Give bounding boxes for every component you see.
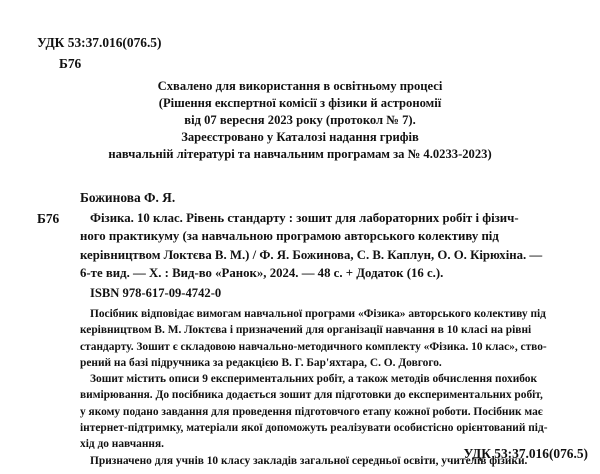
- approval-line-4: Зареєстровано у Каталозі надання грифів: [181, 130, 419, 144]
- annotation-line: стандарту. Зошит є складовою навчально-методичного комплекту «Фізика. 10 клас», ство-: [80, 340, 547, 353]
- annotation-line: інтернет-підтримку, матеріали якої допоможуть реалізувати особистісно орієнтований під-: [80, 422, 548, 435]
- bbk-code-top: Б76: [59, 56, 82, 71]
- entry-line: ного практикуму (за навчальною програмою авторського колективу під: [80, 229, 499, 244]
- annotation-line: хід до навчання.: [80, 438, 165, 451]
- udc-code-bottom: УДК 53:37.016(076.5): [463, 446, 588, 461]
- annotation-line: у якому подано завдання для проведення підготовчого етапу кожної роботи. Посібник має: [80, 405, 543, 418]
- annotation-text: [80, 306, 600, 469]
- annotation-line: Зошит містить описи 9 експериментальних робіт, а також методів обчислення похибок: [90, 373, 538, 386]
- approval-notice: [0, 78, 600, 163]
- entry-line: керівництвом Локтєва В. М.) / Ф. Я. Божинова, С. В. Каплун, О. О. Кірюхіна. —: [80, 247, 543, 262]
- annotation-line: Призначено для учнів 10 класу закладів загальної середньої освіти, учителів фізики.: [90, 454, 528, 467]
- udc-code-top: УДК 53:37.016(076.5): [37, 35, 162, 50]
- approval-line-2: (Рішення експертної комісії з фізики й астрономії: [158, 96, 442, 110]
- entry-line: Фізика. 10 клас. Рівень стандарту : зошит для лабораторних робіт і фізич-: [90, 211, 519, 225]
- isbn: ISBN 978-617-09-4742-0: [90, 286, 222, 300]
- approval-line-1: Схвалено для використання в освітньому процесі: [157, 79, 443, 93]
- annotation-line: рений на базі підручника за редакцією В. Г. Бар'яхтара, С. О. Довгого.: [80, 356, 442, 369]
- bibliographic-entry: [80, 209, 600, 283]
- entry-line: 6-те вид. — Х. : Вид-во «Ранок», 2024. — 48 с. + Додаток (16 с.).: [80, 266, 444, 281]
- annotation-line: вимірювання. До посібника додається зошит для підготовки до експериментальних робіт,: [80, 389, 543, 402]
- author-code: Б76: [37, 211, 60, 226]
- approval-line-3: від 07 вересня 2023 року (протокол № 7).: [184, 113, 416, 127]
- annotation-line: Посібник відповідає вимогам навчальної програми «Фізика» авторського колективу під: [90, 308, 546, 320]
- author-heading: Божинова Ф. Я.: [80, 190, 176, 205]
- annotation-line: керівництвом В. М. Локтєва і призначений для організації навчання в 10 класі на рівні: [80, 324, 532, 337]
- approval-line-5: навчальній літературі та навчальним програмам за № 4.0233-2023): [108, 147, 492, 161]
